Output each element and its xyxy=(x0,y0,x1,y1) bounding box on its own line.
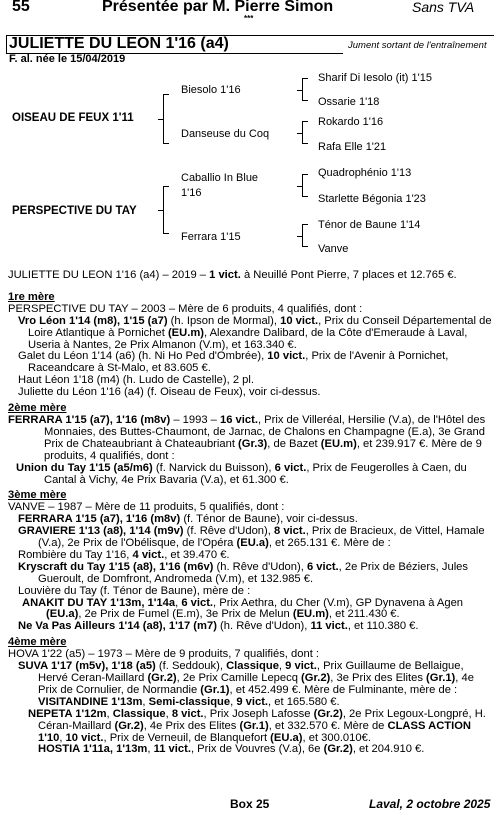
produce-juliette: Juliette du Léon 1'16 (a4) (f. Oiseau de Feux), voir ci-dessus. xyxy=(18,386,321,399)
first-dam-heading: 1re mère xyxy=(8,290,55,303)
produce-hostia: HOSTIA 1'11a, 1'13m, 11 vict., Prix de Vouvres (V.a), 6e (Gr.2), et 204.910 €. xyxy=(38,743,425,756)
pedigree-g2: Ossarie 1'18 xyxy=(318,96,380,108)
pedigree-dam: PERSPECTIVE DU TAY xyxy=(12,205,137,217)
performance-record: JULIETTE DU LEON 1'16 (a4) – 2019 – 1 vict. à Neuillé Pont Pierre, 7 places et 12.765 €. xyxy=(8,269,457,281)
lot-number: 55 xyxy=(12,0,30,15)
presenter: Présentée par M. Pierre Simon xyxy=(102,0,334,15)
stars-rating: *** xyxy=(244,14,254,23)
pedigree-g4: Rafa Elle 1'21 xyxy=(318,141,387,153)
horse-title: JULIETTE DU LEON 1'16 (a4) xyxy=(9,35,229,52)
catalog-body xyxy=(8,270,494,756)
produce-haut-leon: Haut Léon 1'18 (m4) (h. Ludo de Castelle), 2 pl. xyxy=(18,374,254,387)
fourth-dam-heading: 4ème mère xyxy=(8,636,67,649)
tax-status: Sans TVA xyxy=(412,0,475,15)
brace-g3 xyxy=(302,174,308,197)
second-dam-ferrara: FERRARA 1'15 (a7), 1'16 (m8v) – 1993 – 16 vict., Prix de Villeréal, Hersilie (V.a), de l'Hôtel des Monnaies, des Buttes-Chaumont, de Jarnac, de Chalons en Champagne (E.a), 3e Grand Prix de Chateaubriant à Chateaubriant (Gr.3), de Bazet (EU.m), et 239.917 €. Mère de 9 produits, 4 qualifiés, dont : xyxy=(8,413,486,462)
pedigree-g1: Sharif Di Iesolo (it) 1'15 xyxy=(318,72,432,84)
brace-g2 xyxy=(302,121,308,144)
pedigree-sire: OISEAU DE FEUX 1'11 xyxy=(12,112,134,124)
produce-suva: SUVA 1'17 (m5v), 1'18 (a5) (f. Seddouk), Classique, 9 vict., Prix Guillaume de Bellaigue, Hervé Ceran-Maillard (Gr.2), 2e Prix Camille Lepecq (Gr.2), 3e Prix des Elites (Gr.1), 4e Prix de Cornulier, de Normandie (Gr.1), et 452.499 €. Mère de Fulminante, mère de : VISITANDINE 1'13m, Semi-classique, 9 vict., et 165.580 €. xyxy=(18,660,474,708)
brace-g1 xyxy=(302,78,308,101)
produce-union-du-tay: Union du Tay 1'15 (a5/m6) (f. Narvick du Buisson), 6 vict., Prix de Feugerolles à Caen, du Cantal à Vichy, 4e Prix Bavaria (V.a), et 61.300 €. xyxy=(16,461,467,486)
produce-nepeta: NEPETA 1'12m, Classique, 8 vict., Prix Joseph Lafosse (Gr.2), 2e Prix Legoux-Longpré, H. Céran-Maillard (Gr.2), 4e Prix des Elites (Gr.1), et 332.570 €. Mère de CLASS ACTION 1'10, 10 vict., Prix de Verneuil, de Blanquefort (EU.a), et 300.010€. xyxy=(28,707,486,744)
third-dam-heading: 3ème mère xyxy=(8,489,67,502)
pedigree-sire-dam: Danseuse du Coq xyxy=(181,128,270,140)
horse-birth: F. al. née le 15/04/2019 xyxy=(9,53,126,65)
brace-sire xyxy=(163,94,169,144)
produce-vro-leon: Vro Léon 1'14 (m8), 1'15 (a7) (h. Ipson de Mormal), 10 vict., Prix du Conseil Départemental de Loire Atlantique à Pornichet (EU.m), Alexandre Dalibard, de la Côte d'Emeraude à Laval, Useria à Nantes, 2e Prix Almanon (V.m), et 163.340 €. xyxy=(18,314,492,351)
brace-g4 xyxy=(302,224,308,247)
pedigree-g7: Ténor de Baune 1'14 xyxy=(318,219,421,231)
pedigree-dam-dam: Ferrara 1'15 xyxy=(181,231,241,243)
pedigree-dam-sire-time: 1'16 xyxy=(181,187,202,199)
pedigree-g6: Starlette Bégonia 1'23 xyxy=(318,193,426,205)
produce-galet: Galet du Léon 1'14 (a6) (h. Ni Ho Ped d'Ombrée), 10 vict., Prix de l'Avenir à Pornichet, Raceandcare à St-Malo, et 83.605 €. xyxy=(18,350,449,375)
pedigree-dam-sire: Caballio In Blue xyxy=(181,172,259,184)
brace-dam xyxy=(163,186,169,234)
pedigree-g5: Quadrophénio 1'13 xyxy=(318,167,412,179)
pedigree-g8: Vanve xyxy=(318,243,349,255)
pedigree-sire-sire: Biesolo 1'16 xyxy=(181,84,241,96)
pedigree-g3: Rokardo 1'16 xyxy=(318,116,384,128)
first-dam-intro: PERSPECTIVE DU TAY – 2003 – Mère de 6 produits, 4 qualifiés, dont : xyxy=(8,302,363,315)
produce-ferrara: FERRARA 1'15 (a7), 1'16 (m8v) (f. Ténor de Baune), voir ci-dessus. xyxy=(18,513,358,526)
fourth-dam-intro: HOVA 1'22 (a5) – 1973 – Mère de 9 produits, 7 qualifiés, dont : xyxy=(8,648,320,661)
footer-box: Box 25 xyxy=(230,797,270,811)
title-left-rule xyxy=(6,35,7,54)
produce-louviere: Louvière du Tay (f. Ténor de Baune), mère de : xyxy=(18,584,251,597)
third-dam-intro: VANVE – 1987 – Mère de 11 produits, 5 qualifiés, dont : xyxy=(8,501,285,514)
produce-rombiere: Rombière du Tay 1'16, 4 vict., et 39.470 €. xyxy=(18,548,230,561)
footer-date: Laval, 2 octobre 2025 xyxy=(369,797,491,811)
produce-anakit: ANAKIT DU TAY 1'13m, 1'14a, 6 vict., Prix Aethra, du Cher (V.m), GP Dynavena à Agen (EU.a), 2e Prix de Fumel (E.m), 3e Prix de Melun (EU.m), et 211.430 €. xyxy=(22,596,464,621)
horse-status: Jument sortant de l'entraînement xyxy=(348,40,487,51)
produce-kryscraft: Kryscraft du Tay 1'15 (a8), 1'16 (m6v) (h. Rêve d'Udon), 6 vict., 2e Prix de Béziers, Jules Gueroult, de Domfront, Andromeda (V.m), et 132.985 €. xyxy=(18,560,468,585)
produce-graviere: GRAVIERE 1'13 (a8), 1'14 (m9v) (f. Rêve d'Udon), 8 vict., Prix de Bracieux, de Vittel, Hamale (V.a), 2e Prix de l'Obélisque, de l'Opéra (EU.a), et 265.131 €. Mère de : xyxy=(18,525,485,550)
second-dam-heading: 2ème mère xyxy=(8,402,67,415)
produce-ne-va-pas: Ne Va Pas Ailleurs 1'14 (a8), 1'17 (m7) (h. Rêve d'Udon), 11 vict., et 110.380 €. xyxy=(18,620,419,633)
